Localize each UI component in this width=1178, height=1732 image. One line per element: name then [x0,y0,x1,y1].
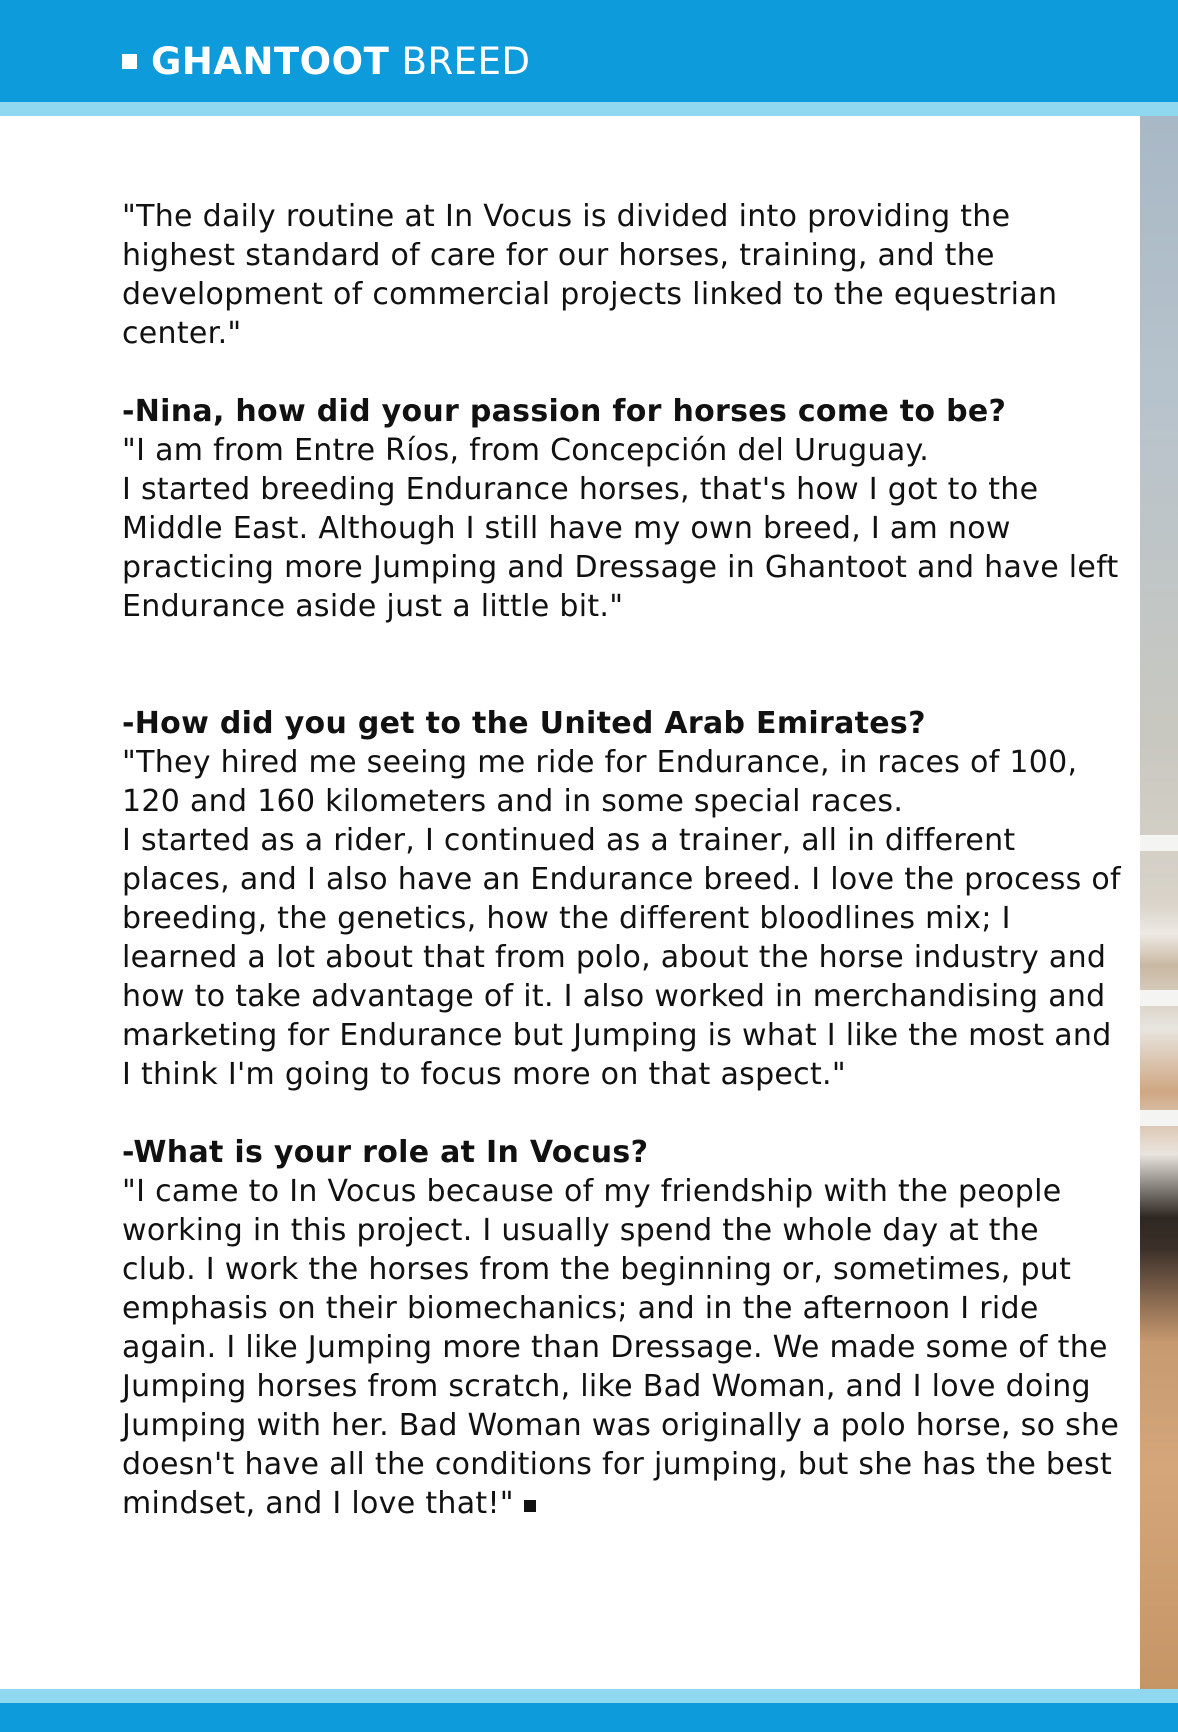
square-bullet-icon [122,54,137,69]
answer-paragraph: I started breeding Endurance horses, that's how I got to the Middle East. Although I still have my own breed, I am now practicing more Jumping and Dressage in Ghantoot and have left Endurance aside just a little bit." [122,472,1119,624]
end-square-icon [524,1500,536,1512]
interview-article [122,197,1122,1523]
header-stripe [0,102,1178,116]
spacer [122,626,1122,704]
interview-question: -How did you get to the United Arab Emirates? [122,706,926,741]
footer-stripe [0,1689,1178,1703]
interview-question: -What is your role at In Vocus? [122,1135,649,1170]
answer-paragraph-final [122,1172,1122,1523]
interview-question: -Nina, how did your passion for horses come to be? [122,394,1007,429]
answer-paragraph: "I am from Entre Ríos, from Concepción del Uruguay. [122,433,930,468]
photo-fence-rail [1140,990,1178,1006]
answer-paragraph: "They hired me seeing me ride for Endurance, in races of 100, 120 and 160 kilometers and in some special races. [122,745,1078,819]
photo-fence-rail [1140,835,1178,851]
horse-photo-edge [1140,116,1178,1689]
photo-fence-rail [1140,1110,1178,1126]
intro-quote: "The daily routine at In Vocus is divided into providing the highest standard of care for our horses, training, and the development of commercial projects linked to the equestrian center." [122,199,1058,351]
section-title [122,40,530,84]
spacer [122,1094,1122,1133]
answer-paragraph: I started as a rider, I continued as a trainer, all in different places, and I also have an Endurance breed. I love the process of breeding, the genetics, how the different bloodlines mix; I learned a lot about that from polo, about the horse industry and how to take advantage of it. I also worked in merchandising and marketing for Endurance but Jumping is what I like the most and I think I'm going to focus more on that aspect." [122,823,1121,1092]
answer-text: "I came to In Vocus because of my friendship with the people working in this project. I usually spend the whole day at the club. I work the horses from the beginning or, sometimes, put emphasis on their biomechanics; and in the afternoon I ride again. I like Jumping more than Dressage. We made some of the Jumping horses from scratch, like Bad Woman, and I love doing Jumping with her. Bad Woman was originally a polo horse, so she doesn't have all the conditions for jumping, but she has the best mindset, and I love that!" [122,1174,1120,1521]
section-title-bold: GHANTOOT [151,40,390,83]
section-title-light: BREED [401,40,531,83]
footer-bar [0,1703,1178,1732]
